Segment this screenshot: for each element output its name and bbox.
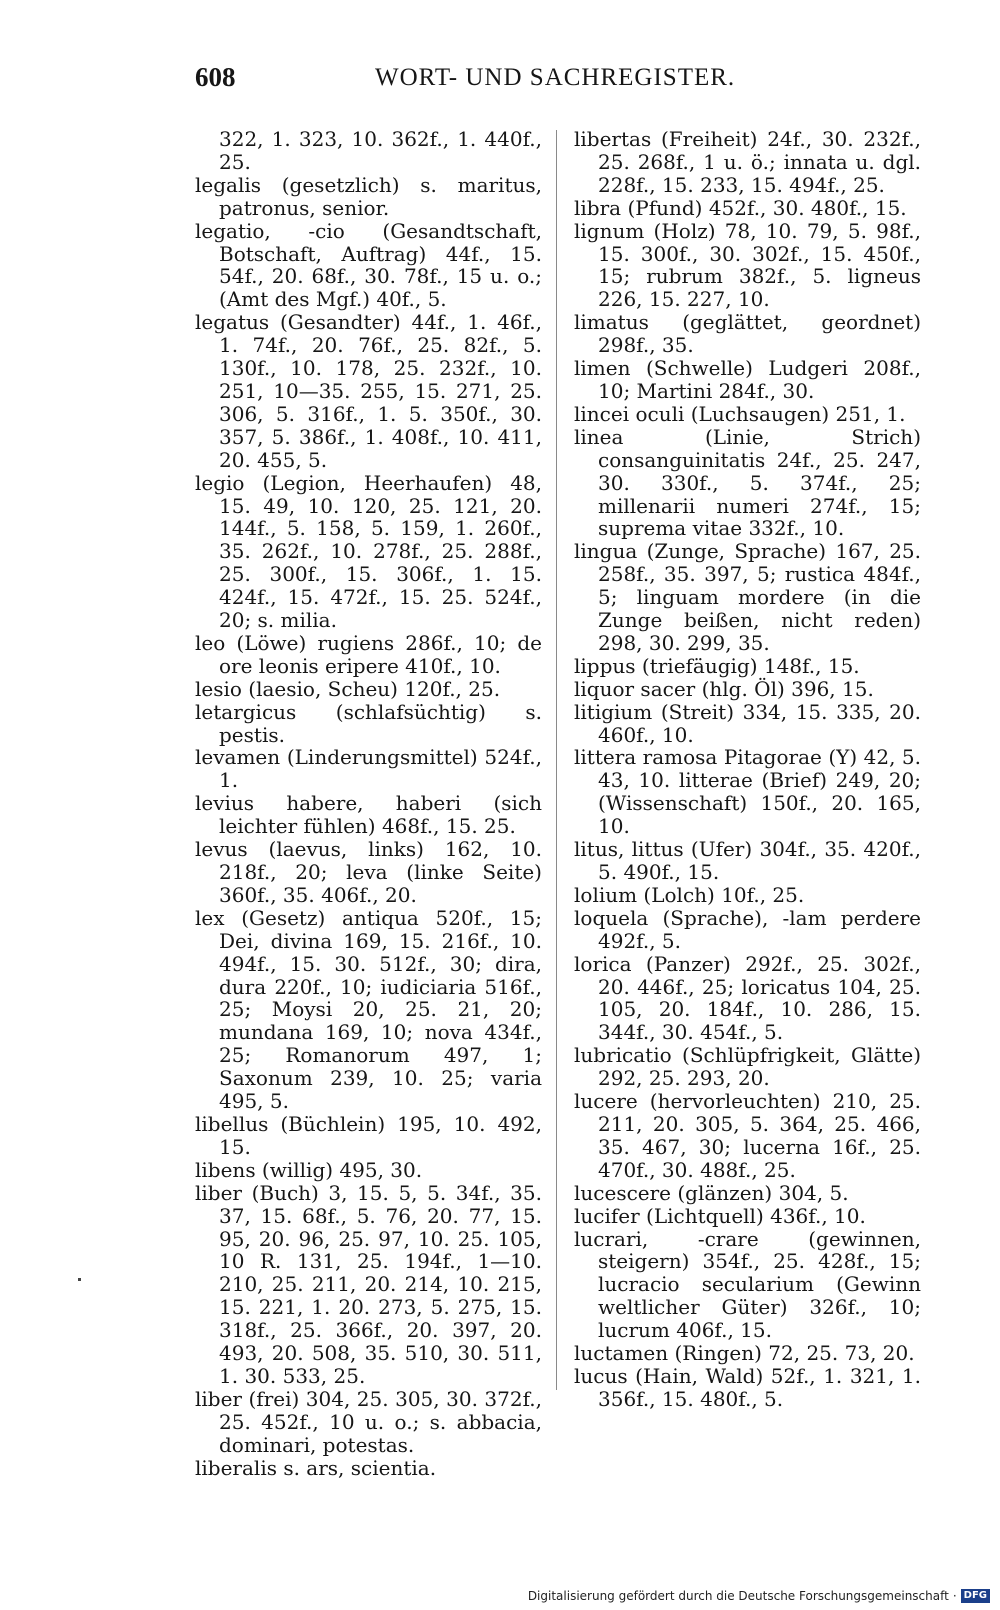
index-entry: libellus (Büchlein) 195, 10. 492, 15. [195, 1111, 542, 1159]
index-entry: legatus (Gesandter) 44f., 1. 46f., 1. 74f., 20. 76f., 25. 82f., 5. 130f., 10. 178, 25. 232f., 10. 251, 10—35. 255, 15. 271, 25. 306, 5. 316f., 1. 5. 350f., 30. 357, 5. 386f., 1. 408f., 10. 411, 20. 455, 5. [195, 310, 542, 472]
index-entry: littera ramosa Pitagorae (Y) 42, 5. 43, 10. litterae (Brief) 249, 20; (Wissenschaft) 150f., 20. 165, 10. [574, 745, 921, 839]
margin-speck [78, 1278, 81, 1281]
index-entry: libra (Pfund) 452f., 30. 480f., 15. [574, 195, 907, 220]
index-entry: litigium (Streit) 334, 15. 335, 20. 460f., 10. [574, 699, 921, 747]
index-entry: lolium (Lolch) 10f., 25. [574, 882, 805, 907]
index-entry: liber (Buch) 3, 15. 5, 5. 34f., 35. 37, 15. 68f., 5. 76, 20. 77, 15. 95, 20. 96, 25. 97, 10. 25. 105, 10 R. 131, 25. 194f., 1—10. 210, 25. 211, 20. 214, 10. 215, 15. 221, 1. 20. 273, 5. 275, 15. 318f., 25. 366f., 20. 397, 20. 493, 20. 508, 35. 510, 30. 511, 1. 30. 533, 25. [195, 1180, 542, 1388]
index-entry: lincei oculi (Luchsaugen) 251, 1. [574, 401, 906, 426]
index-entry: libertas (Freiheit) 24f., 30. 232f., 25. 268f., 1 u. ö.; innata u. dgl. 228f., 15. 233, 15. 494f., 25. [574, 127, 921, 197]
index-entry: lesio (laesio, Scheu) 120f., 25. [195, 676, 501, 701]
index-entry: litus, littus (Ufer) 304f., 35. 420f., 5. 490f., 15. [574, 837, 921, 884]
index-entry: lucescere (glänzen) 304, 5. [574, 1180, 849, 1205]
index-entry: lex (Gesetz) antiqua 520f., 15; Dei, divina 169, 15. 216f., 10. 494f., 15. 30. 512f., 30; dira, dura 220f., 10; iudiciaria 516f., 25; Moysi 20, 25. 21, 20; mundana 169, 10; nova 434f., 25; Romanorum 497, 1; Saxonum 239, 10. 25; varia 495, 5. [195, 905, 542, 1114]
index-entry: liberalis s. ars, scientia. [195, 1455, 437, 1480]
index-entry: libens (willig) 495, 30. [195, 1157, 423, 1182]
index-entry: legio (Legion, Heerhaufen) 48, 15. 49, 10. 120, 25. 121, 20. 144f., 5. 158, 5. 159, 1. 260f., 35. 262f., 10. 278f., 25. 288f., 25. 300f., 15. 306f., 1. 15. 424f., 15. 472f., 15. 25. 524f., 20; s. milia. [195, 470, 542, 633]
index-entry: lorica (Panzer) 292f., 25. 302f., 20. 446f., 25; loricatus 104, 25. 105, 20. 184f., 10. 286, 15. 344f., 30. 454f., 5. [574, 951, 921, 1045]
page-header [195, 62, 795, 106]
index-entry: luctamen (Ringen) 72, 25. 73, 20. [574, 1341, 915, 1366]
index-entry: lubricatio (Schlüpfrigkeit, Glätte) 292, 25. 293, 20. [574, 1043, 921, 1091]
index-entry: leo (Löwe) rugiens 286f., 10; de ore leonis eripere 410f., 10. [195, 630, 542, 678]
index-entry: linea (Linie, Strich) consanguinitatis 24f., 25. 247, 30. 330f., 5. 374f., 25; millenarii numeri 274f., 15; suprema vitae 332f., 10. [574, 424, 921, 541]
index-entry: liber (frei) 304, 25. 305, 30. 372f., 25. 452f., 10 u. o.; s. abbacia, dominari, potestas. [195, 1386, 542, 1457]
index-entry: letargicus (schlafsüchtig) s. pestis. [195, 699, 542, 747]
index-column-right [574, 128, 921, 1411]
index-entry: limen (Schwelle) Ludgeri 208f., 10; Martini 284f., 30. [574, 356, 921, 403]
index-entry: lippus (triefäugig) 148f., 15. [574, 653, 860, 678]
index-entry: lucus (Hain, Wald) 52f., 1. 321, 1. 356f., 15. 480f., 5. [574, 1363, 921, 1411]
footer-credit: Digitalisierung gefördert durch die Deutsche Forschungsgemeinschaft · DFG [528, 1588, 990, 1604]
index-entry: lignum (Holz) 78, 10. 79, 5. 98f., 15. 300f., 30. 302f., 15. 450f., 15; rubrum 382f., 5. ligneus 226, 15. 227, 10. [574, 218, 921, 312]
dfg-logo: DFG [961, 1589, 990, 1603]
index-column-left [195, 128, 542, 1479]
index-entry: lucifer (Lichtquell) 436f., 10. [574, 1203, 866, 1228]
index-entry: 322, 1. 323, 10. 362f., 1. 440f., 25. [219, 127, 542, 174]
index-entry: levus (laevus, links) 162, 10. 218f., 20; leva (linke Seite) 360f., 35. 406f., 20. [195, 837, 542, 907]
digitization-note: Digitalisierung gefördert durch die Deutsche Forschungsgemeinschaft [527, 1589, 949, 1603]
index-entry: legalis (gesetzlich) s. maritus, patronus, senior. [195, 172, 542, 220]
index-entry: limatus (geglättet, geordnet) 298f., 35. [574, 310, 921, 358]
index-entry: levamen (Linderungsmittel) 524f., 1. [195, 745, 542, 793]
index-entry: legatio, -cio (Gesandtschaft, Botschaft, Auftrag) 44f., 15. 54f., 20. 68f., 30. 78f., 15 u. o.; (Amt des Mgf.) 40f., 5. [195, 218, 542, 312]
index-entry: lingua (Zunge, Sprache) 167, 25. 258f., 35. 397, 5; rustica 484f., 5; linguam mordere (in die Zunge beißen, nicht reden) 298, 30. 299, 35. [574, 539, 921, 655]
running-title: WORT- UND SACHREGISTER. [375, 64, 736, 91]
index-entry: loquela (Sprache), -lam perdere 492f., 5. [574, 905, 921, 953]
index-entry: lucere (hervorleuchten) 210, 25. 211, 20. 305, 5. 364, 25. 466, 35. 467, 30; lucerna 16f., 25. 470f., 30. 488f., 25. [574, 1089, 921, 1182]
page-number: 608 [195, 62, 236, 92]
index-entry: lucrari, -crare (gewinnen, steigern) 354f., 25. 428f., 15; lucracio secularium (Gewinn weltlicher Güter) 326f., 10; lucrum 406f., 15. [574, 1226, 921, 1343]
index-entry: levius habere, haberi (sich leichter fühlen) 468f., 15. 25. [195, 791, 542, 839]
index-entry: liquor sacer (hlg. Öl) 396, 15. [574, 676, 874, 701]
column-divider [556, 130, 557, 1390]
